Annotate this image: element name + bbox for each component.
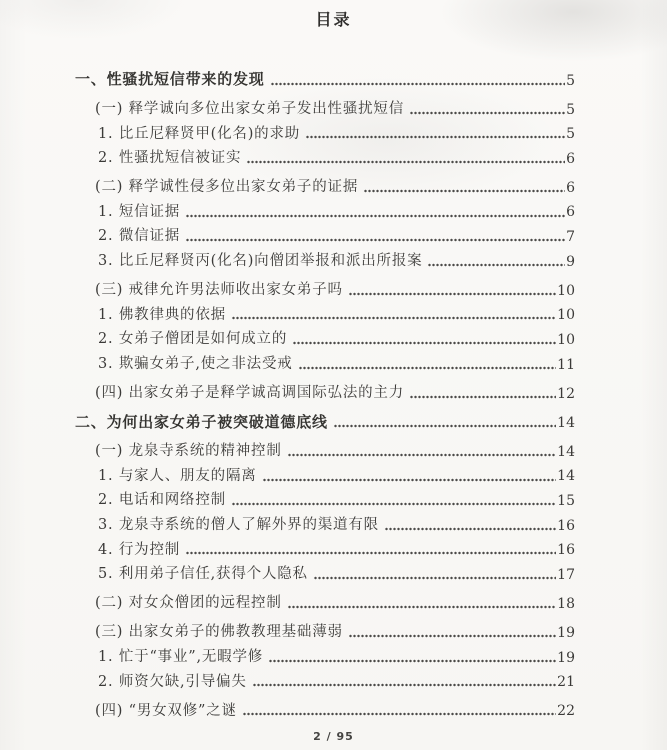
toc-entry-label: 2. 师资欠缺,引导偏失 bbox=[98, 673, 247, 690]
toc-entry bbox=[75, 558, 575, 583]
dotted-leader bbox=[314, 576, 556, 580]
toc-entry-page-number: 18 bbox=[557, 595, 575, 612]
toc-entry-page-number: 10 bbox=[557, 331, 575, 348]
dotted-leader bbox=[232, 316, 556, 320]
toc-entry-label: (三) 出家女弟子的佛教教理基础薄弱 bbox=[95, 624, 343, 641]
toc-entry bbox=[75, 142, 575, 167]
dotted-leader bbox=[293, 341, 556, 345]
dotted-leader bbox=[364, 189, 565, 193]
toc-entry-label: 1. 比丘尼释贤甲(化名)的求助 bbox=[98, 125, 301, 142]
toc-entry-page-number: 14 bbox=[557, 443, 575, 460]
toc-entry-label: 2. 微信证据 bbox=[98, 228, 181, 245]
toc-entry-label: (一) 龙泉寺系统的精神控制 bbox=[95, 443, 282, 460]
toc-entry-page-number: 7 bbox=[566, 229, 575, 246]
dotted-leader bbox=[263, 478, 557, 482]
toc-entry-page-number: 5 bbox=[566, 101, 575, 118]
toc-entry-label: 二、为何出家女弟子被突破道德底线 bbox=[75, 412, 328, 431]
toc-entry-page-number: 16 bbox=[557, 542, 575, 559]
toc-entry-page-number: 17 bbox=[557, 566, 575, 583]
dotted-leader bbox=[306, 135, 565, 139]
toc-entry-label: 2. 电话和网络控制 bbox=[98, 492, 226, 509]
toc-entry bbox=[75, 616, 575, 641]
toc-entry bbox=[75, 196, 575, 221]
toc-entry-label: 3. 比丘尼释贤丙(化名)向僧团举报和派出所报案 bbox=[98, 253, 423, 270]
toc-entry-page-number: 14 bbox=[557, 468, 575, 485]
toc-entry bbox=[75, 435, 575, 460]
toc-entry bbox=[75, 245, 575, 270]
toc-entry-page-number: 11 bbox=[557, 356, 575, 373]
toc-entry-page-number: 9 bbox=[566, 253, 575, 270]
dotted-leader bbox=[428, 263, 565, 267]
toc-entry-page-number: 14 bbox=[557, 414, 575, 431]
toc-entry-label: 2. 性骚扰短信被证实 bbox=[98, 150, 242, 167]
toc-entry-page-number: 21 bbox=[557, 674, 575, 691]
toc-entry-page-number: 19 bbox=[557, 649, 575, 666]
toc-entry-label: (三) 戒律允许男法师收出家女弟子吗 bbox=[95, 282, 343, 299]
toc-entry-page-number: 22 bbox=[557, 703, 575, 720]
dotted-leader bbox=[299, 366, 557, 370]
toc-entry-page-number: 10 bbox=[557, 282, 575, 299]
toc-entry-page-number: 6 bbox=[566, 150, 575, 167]
toc-entry-label: 5. 利用弟子信任,获得个人隐私 bbox=[98, 566, 308, 583]
toc-entry-page-number: 12 bbox=[557, 385, 575, 402]
toc-entry-page-number: 19 bbox=[557, 624, 575, 641]
toc-entry bbox=[75, 460, 575, 485]
toc-entry-label: 3. 欺骗女弟子,使之非法受戒 bbox=[98, 355, 293, 372]
dotted-leader bbox=[232, 502, 556, 506]
toc-entry-page-number: 5 bbox=[566, 72, 575, 89]
toc-entry-label: 1. 忙于“事业”,无暇学修 bbox=[98, 648, 264, 665]
dotted-leader bbox=[349, 292, 556, 296]
page-indicator: 2 / 95 bbox=[313, 730, 354, 743]
dotted-leader bbox=[247, 160, 565, 164]
toc-entry bbox=[75, 641, 575, 666]
dotted-leader bbox=[288, 605, 557, 609]
toc-entry bbox=[75, 299, 575, 324]
toc-entry-label: 1. 短信证据 bbox=[98, 203, 181, 220]
toc-entry-label: 4. 行为控制 bbox=[98, 541, 181, 558]
dotted-leader bbox=[271, 82, 565, 86]
dotted-leader bbox=[349, 634, 556, 638]
dotted-leader bbox=[186, 551, 556, 555]
toc-entry-label: 2. 女弟子僧团是如何成立的 bbox=[98, 331, 288, 348]
page-title: 目录 bbox=[315, 10, 352, 29]
toc-entry-page-number: 16 bbox=[557, 517, 575, 534]
toc-entry-page-number: 5 bbox=[566, 126, 575, 143]
dotted-leader bbox=[253, 683, 557, 687]
toc-entry-label: (四) 出家女弟子是释学诚高调国际弘法的主力 bbox=[95, 385, 405, 402]
toc-entry-page-number: 6 bbox=[566, 204, 575, 221]
toc-entry bbox=[75, 509, 575, 534]
dotted-leader bbox=[186, 214, 565, 218]
toc-entry bbox=[75, 485, 575, 510]
toc-entry bbox=[75, 695, 575, 720]
toc-entry bbox=[75, 64, 575, 89]
toc-entry bbox=[75, 93, 575, 118]
toc-entry bbox=[75, 666, 575, 691]
dotted-leader bbox=[269, 659, 556, 663]
toc-entry bbox=[75, 118, 575, 143]
toc-entry bbox=[75, 171, 575, 196]
dotted-leader bbox=[410, 395, 556, 399]
toc-entry bbox=[75, 323, 575, 348]
toc-entry-page-number: 6 bbox=[566, 179, 575, 196]
dotted-leader bbox=[410, 111, 565, 115]
dotted-leader bbox=[288, 453, 557, 457]
toc-entry-page-number: 10 bbox=[557, 307, 575, 324]
dotted-leader bbox=[334, 424, 556, 428]
toc-entry bbox=[75, 274, 575, 299]
toc-entry-label: (四) “男女双修”之谜 bbox=[95, 702, 237, 719]
toc-entry bbox=[75, 587, 575, 612]
toc-entry-label: 一、性骚扰短信带来的发现 bbox=[75, 70, 265, 89]
dotted-leader bbox=[243, 712, 556, 716]
table-of-contents bbox=[75, 64, 575, 719]
toc-entry bbox=[75, 348, 575, 373]
toc-entry-label: (二) 释学诚性侵多位出家女弟子的证据 bbox=[95, 179, 359, 196]
dotted-leader bbox=[385, 527, 556, 531]
toc-entry-label: (二) 对女众僧团的远程控制 bbox=[95, 595, 282, 612]
toc-entry-label: 1. 与家人、朋友的隔离 bbox=[98, 467, 257, 484]
toc-entry-label: 3. 龙泉寺系统的僧人了解外界的渠道有限 bbox=[98, 517, 379, 534]
toc-entry-label: (一) 释学诚向多位出家女弟子发出性骚扰短信 bbox=[95, 101, 405, 118]
dotted-leader bbox=[186, 238, 565, 242]
toc-entry bbox=[75, 221, 575, 246]
toc-entry bbox=[75, 406, 575, 431]
toc-entry bbox=[75, 377, 575, 402]
toc-entry bbox=[75, 534, 575, 559]
toc-entry-label: 1. 佛教律典的依据 bbox=[98, 306, 226, 323]
toc-entry-page-number: 15 bbox=[557, 493, 575, 509]
